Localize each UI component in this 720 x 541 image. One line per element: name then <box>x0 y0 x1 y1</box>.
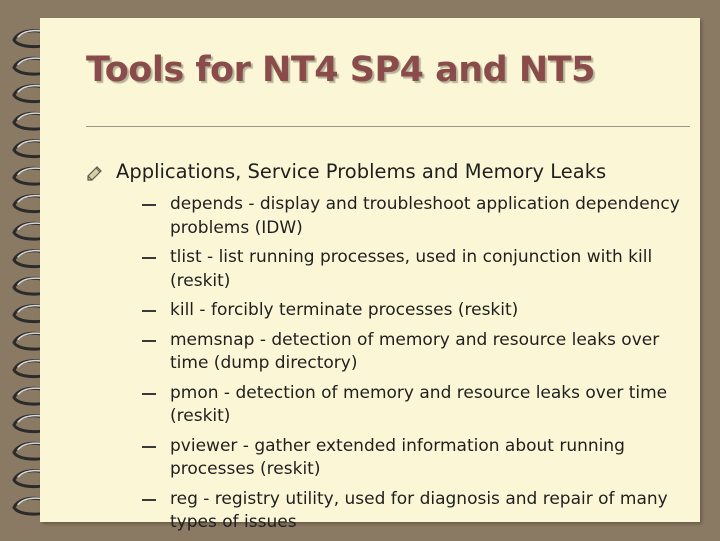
list-item <box>142 329 696 376</box>
list-item-text: kill - forcibly terminate processes (reskit) <box>170 300 519 320</box>
list-item-text: depends - display and troubleshoot application dependency problems (IDW) <box>170 194 680 238</box>
list-item-text: tlist - list running processes, used in conjunction with kill (reskit) <box>170 247 653 291</box>
list-item-text: pmon - detection of memory and resource leaks over time (reskit) <box>170 382 668 426</box>
main-bullet <box>86 160 696 183</box>
list-item <box>142 382 696 429</box>
dash-icon <box>142 393 156 395</box>
main-bullet-text: Applications, Service Problems and Memory Leaks <box>116 160 607 183</box>
list-item <box>142 488 696 535</box>
list-item <box>142 193 696 240</box>
dash-icon <box>142 446 156 448</box>
dash-icon <box>142 204 156 206</box>
dash-icon <box>142 499 156 501</box>
slide-page <box>40 18 700 532</box>
dash-icon <box>142 340 156 342</box>
slide-title: Tools for NT4 SP4 and NT5 <box>86 50 595 90</box>
list-item <box>142 246 696 293</box>
dash-icon <box>142 257 156 259</box>
list-item-text: pviewer - gather extended information about running processes (reskit) <box>170 435 625 479</box>
list-item-text: reg - registry utility, used for diagnosis and repair of many types of issues <box>170 488 668 532</box>
tool-list <box>86 193 696 535</box>
list-item <box>142 299 696 323</box>
list-item-text: memsnap - detection of memory and resource leaks over time (dump directory) <box>170 329 660 373</box>
list-item <box>142 435 696 482</box>
title-divider <box>86 126 690 127</box>
slide-content <box>86 160 696 541</box>
dash-icon <box>142 310 156 312</box>
pencil-icon <box>86 164 104 182</box>
